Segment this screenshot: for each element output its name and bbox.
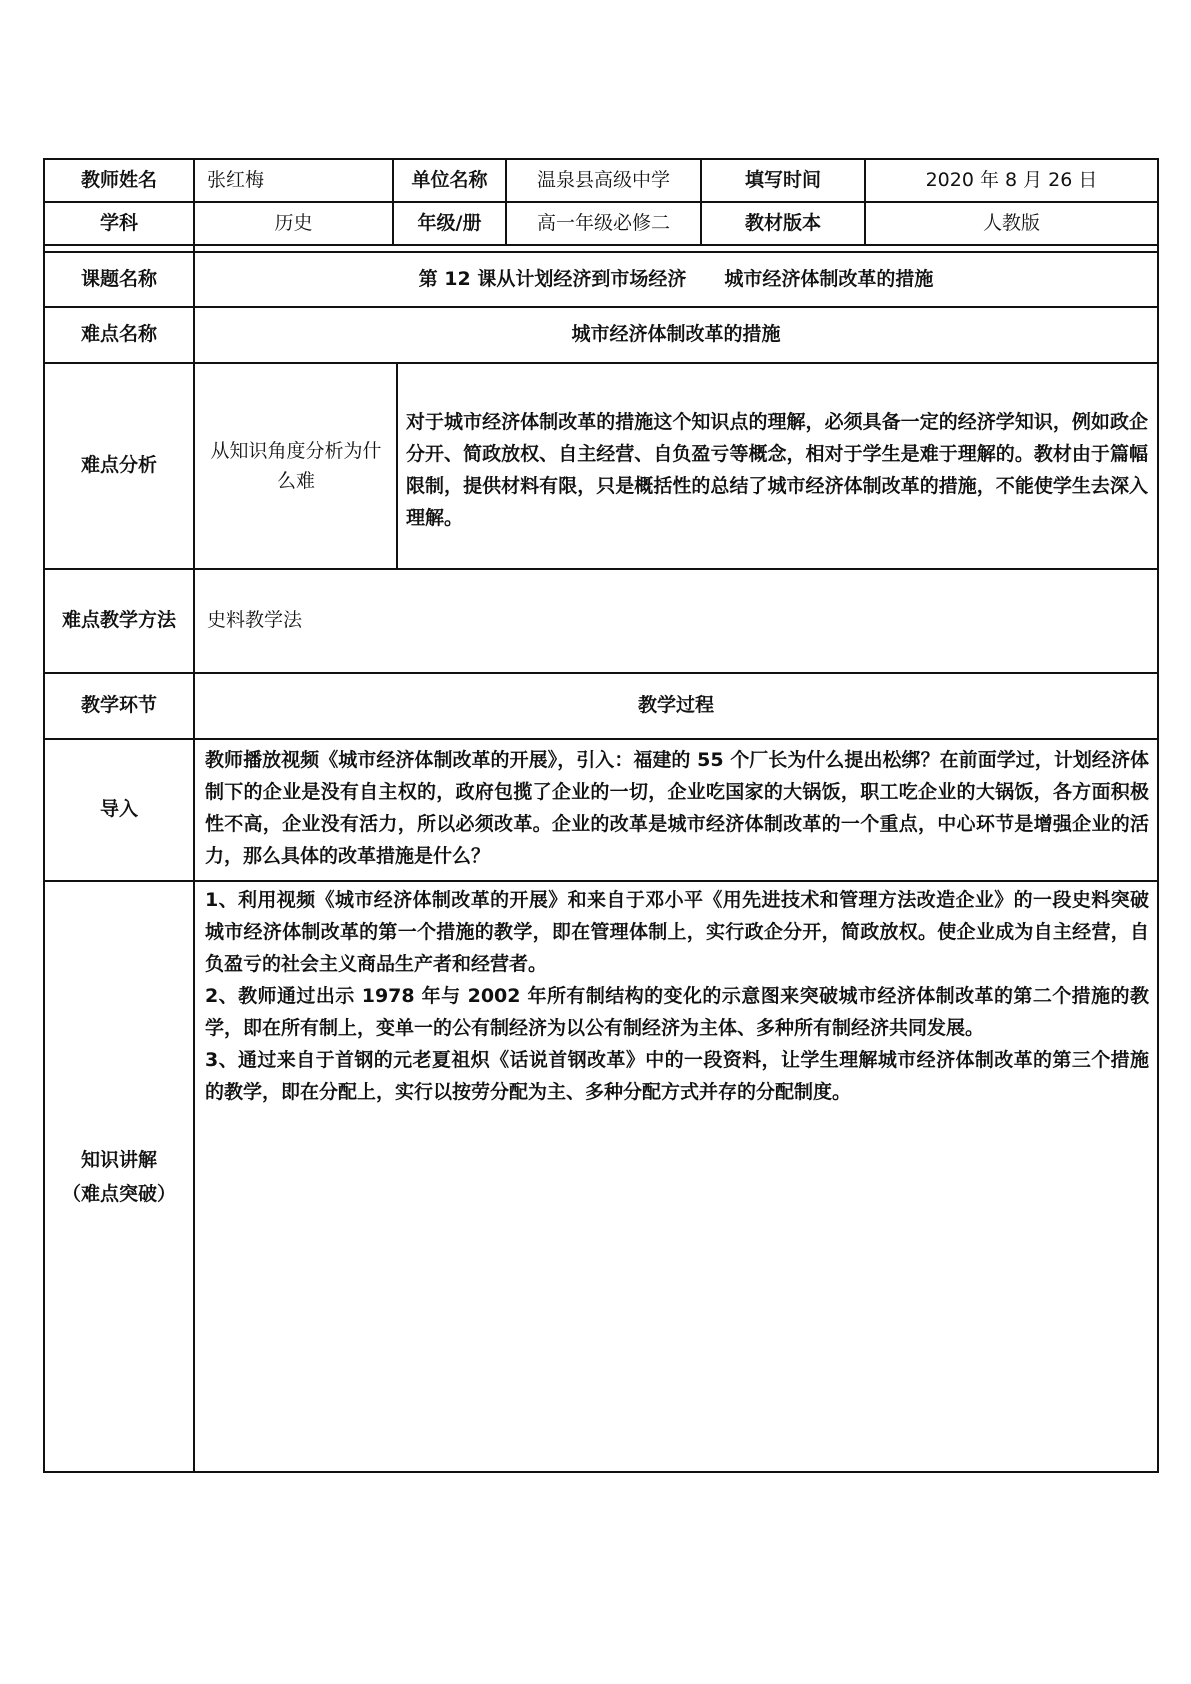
column-divider-analysis (396, 362, 398, 570)
grade-label: 年级/册 (417, 211, 482, 234)
analysis-label: 难点分析 (80, 454, 157, 477)
explain-item: 3、通过来自于首钢的元老夏祖炽《话说首钢改革》中的一段资料，让学生理解城市经济体制改革的第三个措施的教学，即在分配上，实行以按劳分配为主、多种分配方式并存的分配制度。 (205, 1049, 1149, 1103)
row-divider (43, 244, 1159, 246)
explain-label (45, 882, 193, 1471)
row-divider (43, 880, 1159, 882)
analysis-angle: 从知识角度分析为什么难 (210, 440, 382, 492)
explain-item: 2、教师通过出示 1978 年与 2002 年所有制结构的变化的示意图来突破城市经济体制改革的第二个措施的教学，即在所有制上，变单一的公有制经济为以公有制经济为主体、多种所有制经济共同发展。 (205, 985, 1149, 1039)
explain-text (205, 884, 1149, 1108)
process-label: 教学过程 (637, 694, 714, 717)
date-label: 填写时间 (744, 168, 821, 191)
edition-label: 教材版本 (744, 211, 821, 234)
unit-label: 单位名称 (411, 168, 488, 191)
stage-label: 教学环节 (80, 694, 157, 717)
difficulty-value: 城市经济体制改革的措施 (571, 323, 781, 346)
difficulty-label: 难点名称 (80, 323, 157, 346)
topic-label: 课题名称 (80, 267, 157, 290)
intro-paragraph: 教师播放视频《城市经济体制改革的开展》，引入：福建的 55 个厂长为什么提出松绑？在前面学过，计划经济体制下的企业是没有自主权的，政府包揽了企业的一切，企业吃国家的大锅饭，职工吃企业的大锅饭，各方面积极性不高，企业没有活力，所以必须改革。企业的改革是城市经济体制改革的一个重点，中心环节是增强企业的活力，那么具体的改革措施是什么？ (205, 749, 1149, 867)
intro-label: 导入 (99, 798, 138, 821)
analysis-text (406, 406, 1148, 534)
method-value: 史料教学法 (207, 609, 303, 632)
teacher-name-value: 张红梅 (207, 168, 265, 191)
explain-item: 1、利用视频《城市经济体制改革的开展》和来自于邓小平《用先进技术和管理方法改造企业》的一段史料突破城市经济体制改革的第一个措施的教学，即在管理体制上，实行政企分开，简政放权。使企业成为自主经营，自负盈亏的社会主义商品生产者和经营者。 (205, 889, 1149, 975)
table-border-bottom (43, 1471, 1159, 1473)
edition-value: 人教版 (982, 211, 1040, 234)
intro-text (205, 744, 1149, 872)
method-label: 难点教学方法 (61, 609, 176, 632)
subject-label: 学科 (99, 211, 138, 234)
date-value: 2020 年 8 月 26 日 (925, 168, 1098, 191)
row-divider (43, 738, 1159, 740)
unit-value: 温泉县高级中学 (536, 168, 670, 191)
explain-label-line2: （难点突破） (61, 1182, 176, 1205)
teacher-name-label: 教师姓名 (80, 168, 157, 191)
explain-label-line1: 知识讲解 (80, 1148, 157, 1171)
grade-value: 高一年级必修二 (536, 211, 670, 234)
table-border-right (1157, 158, 1159, 1473)
analysis-paragraph: 对于城市经济体制改革的措施这个知识点的理解，必须具备一定的经济学知识，例如政企分开、简政放权、自主经营、自负盈亏等概念，相对于学生是难于理解的。教材由于篇幅限制，提供材料有限，只是概括性的总结了城市经济体制改革的措施，不能使学生去深入理解。 (406, 411, 1148, 529)
topic-value: 第 12 课从计划经济到市场经济 城市经济体制改革的措施 (418, 267, 934, 290)
subject-value: 历史 (274, 211, 313, 234)
